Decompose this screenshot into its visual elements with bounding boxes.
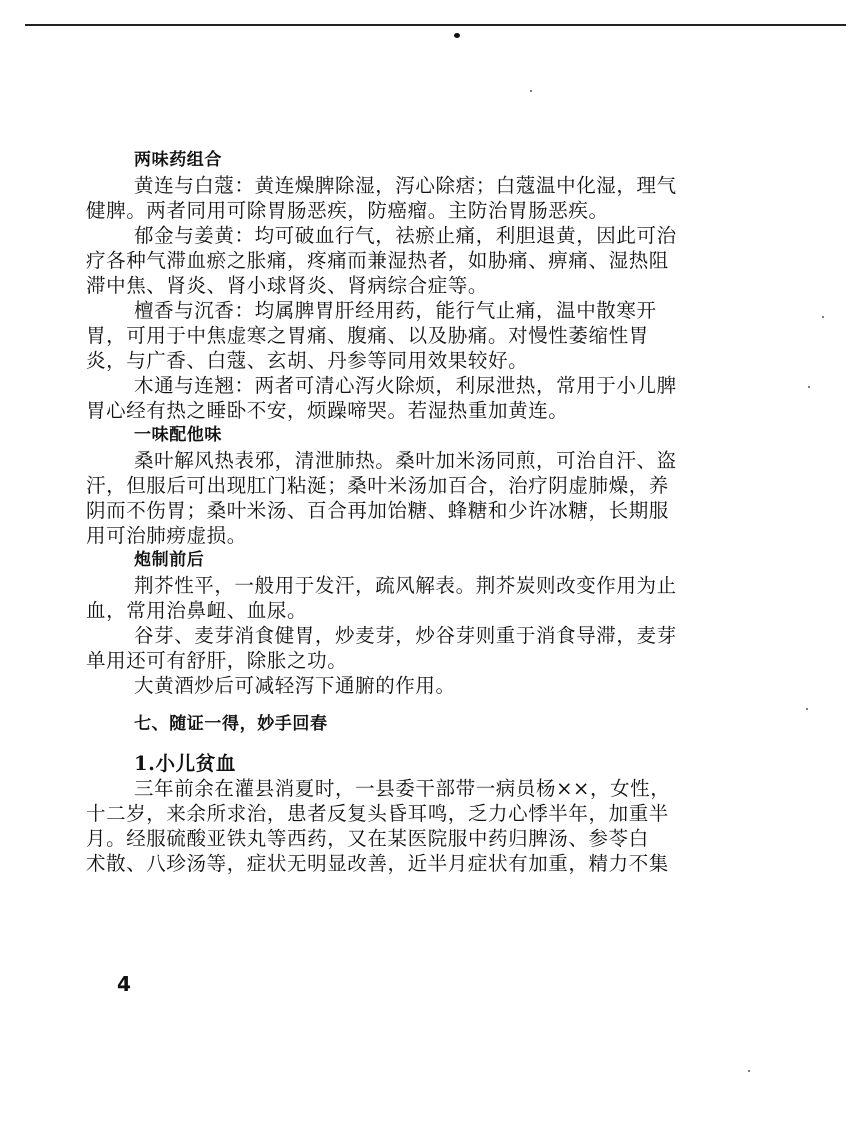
text-line: 檀香与沉香：均属脾胃肝经用药，能行气止痛，温中散寒开 — [134, 299, 657, 322]
text-line: 用可治肺痨虚损。 — [86, 524, 247, 547]
text-line: 月。经服硫酸亚铁丸等西药，又在某医院服中药归脾汤、参苓白 — [86, 827, 649, 850]
text-line: 阴而不伤胃；桑叶米汤、百合再加饴糖、蜂糖和少许冰糖，长期服 — [86, 499, 669, 522]
text-line: 胃，可用于中焦虚寒之胃痛、腹痛、以及胁痛。对慢性萎缩性胃 — [86, 324, 649, 347]
scan-speck — [808, 386, 810, 388]
text-line: 汗，但服后可出现肛门粘涎；桑叶米汤加百合，治疗阴虚肺燥，养 — [86, 474, 669, 497]
subsection-title: 1.小儿贫血 — [134, 752, 236, 775]
text-line: 健脾。两者同用可除胃肠恶疾，防癌瘤。主防治胃肠恶疾。 — [86, 199, 609, 222]
scan-speck — [530, 90, 532, 92]
text-line: 木通与连翘：两者可清心泻火除烦，利尿泄热，常用于小儿脾 — [134, 374, 677, 397]
text-line: 术散、八珍汤等，症状无明显改善，近半月症状有加重，精力不集 — [86, 852, 669, 875]
scan-speck — [822, 316, 824, 318]
scan-artifact-dot — [454, 33, 460, 38]
text-line: 黄连与白蔻：黄连燥脾除湿，泻心除痞；白蔻温中化湿，理气 — [134, 174, 677, 197]
page-body — [86, 148, 736, 876]
text-line: 血，常用治鼻衄、血尿。 — [86, 599, 308, 622]
text-line: 十二岁，来余所求治，患者反复头昏耳鸣，乏力心悸半年，加重半 — [86, 802, 669, 825]
text-line: 荆芥性平，一般用于发汗，疏风解表。荆芥炭则改变作用为止 — [134, 574, 677, 597]
scan-speck — [806, 708, 808, 710]
text-line: 胃心经有热之睡卧不安，烦躁啼哭。若湿热重加黄连。 — [86, 399, 569, 422]
text-line: 桑叶解风热表邪，清泄肺热。桑叶加米汤同煎，可治自汗、盗 — [134, 449, 677, 472]
section-heading: 两味药组合 — [134, 150, 222, 170]
text-line: 滞中焦、肾炎、肾小球肾炎、肾病综合症等。 — [86, 274, 489, 297]
text-line: 单用还可有舒肝，除胀之功。 — [86, 649, 348, 672]
text-line: 谷芽、麦芽消食健胃，炒麦芽，炒谷芽则重于消食导滞，麦芽 — [134, 624, 677, 647]
top-rule — [25, 24, 846, 26]
section-heading: 一味配他味 — [134, 425, 222, 445]
scan-speck — [748, 1070, 750, 1072]
chapter-title: 七、随证一得，妙手回春 — [134, 714, 328, 734]
text-line: 三年前余在灌县消夏时，一县委干部带一病员杨××，女性， — [134, 777, 671, 800]
text-line: 炎，与广香、白蔻、玄胡、丹参等同用效果较好。 — [86, 349, 529, 372]
text-line: 疗各种气滞血瘀之胀痛，疼痛而兼湿热者，如胁痛、痹痛、湿热阻 — [86, 249, 669, 272]
text-line: 郁金与姜黄：均可破血行气，祛瘀止痛，利胆退黄，因此可治 — [134, 224, 677, 247]
page-number: 4 — [117, 972, 131, 996]
text-line: 大黄酒炒后可减轻泻下通腑的作用。 — [134, 674, 456, 697]
section-heading: 炮制前后 — [134, 550, 205, 570]
